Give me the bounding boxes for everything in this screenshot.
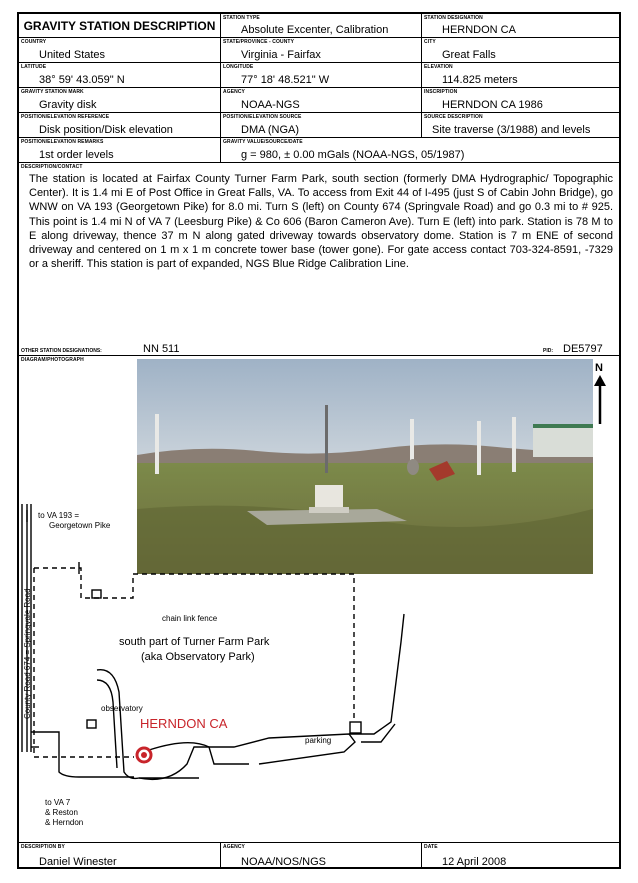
position-row (19, 113, 619, 138)
source-description-label: SOURCE DESCRIPTION (424, 114, 483, 120)
pid-value: DE5797 (563, 343, 603, 355)
park-label-line1: south part of Turner Farm Park (119, 636, 270, 648)
source-label: POSITION/ELEVATION SOURCE (223, 114, 302, 120)
source-description-value: Site traverse (3/1988) and levels (432, 124, 591, 136)
observatory-label: observatory (101, 704, 143, 713)
mark-row (19, 88, 619, 113)
station-designation-label: STATION DESIGNATION (424, 15, 483, 21)
reference-cell (19, 113, 220, 137)
description-text: The station is located at Fairfax County Turner Farm Park, south section (formerly DMA Hydrographic/ Topographic Center). It is 1.4 mi E of Post Office in Great Falls, VA. To access from Exit 44 of I-495 (just S of Cabin John Bridge), go WNW on VA 193 (Georgetown Pike) for 8.0 mi. Turn S (left) on County 674 (Springvale Road) and go 0.3 mi to # 925. This point is 1.4 mi N of VA 7 (Leesburg Pike) & Co 606 (Baron Cameron Ave). Turn E (left) into park. Station is 78 M to E along driveway, thence 37 m N along gated driveway towards observatory dome. Station is 7 m ENE of second driveway and centered on 1 m x 1 m concrete tower base (tower gone). For gate access contact 703-324-8591, -7329 or a sheriff. This station is part of expanded, NGS Blue Ridge Calibration Line. (29, 173, 613, 271)
agency-value: NOAA-NGS (241, 99, 300, 111)
state-label: STATE/PROVINCE - COUNTY (223, 39, 295, 45)
city-cell (421, 38, 621, 62)
longitude-value: 77° 18' 48.521" W (241, 74, 330, 86)
reston-label: & Reston (45, 808, 78, 817)
station-type-label: STATION TYPE (223, 15, 260, 21)
station-designation-cell (421, 14, 621, 37)
other-designations-value: NN 511 (143, 343, 180, 355)
reference-label: POSITION/ELEVATION REFERENCE (21, 114, 110, 120)
chain-link-fence-label: chain link fence (162, 614, 218, 623)
footer-row (19, 842, 619, 869)
remarks-value: 1st order levels (39, 149, 114, 161)
agency-label: AGENCY (223, 89, 245, 95)
station-map-label: HERNDON CA (140, 716, 228, 731)
longitude-label: LONGITUDE (223, 64, 254, 70)
footer-agency-label: AGENCY (223, 844, 245, 850)
location-row (19, 38, 619, 63)
latitude-cell (19, 63, 220, 87)
date-cell (421, 843, 621, 869)
parking-label: parking (305, 736, 332, 745)
georgetown-pike-label: Georgetown Pike (49, 521, 111, 530)
station-type-value: Absolute Excenter, Calibration (241, 24, 389, 36)
described-by-cell (19, 843, 220, 869)
city-label: CITY (424, 39, 436, 45)
description-label: DESCRIPTION/CONTACT (21, 164, 83, 170)
date-label: DATE (424, 844, 438, 850)
pid-label: PID: (543, 348, 553, 354)
date-value: 12 April 2008 (442, 856, 507, 868)
described-by-label: DESCRIPTION BY (21, 844, 65, 850)
described-by-value: Daniel Winester (39, 856, 117, 868)
source-cell (220, 113, 421, 137)
coordinates-row (19, 63, 619, 88)
remarks-label: POSITION/ELEVATION REMARKS (21, 139, 104, 145)
title-cell (19, 14, 220, 37)
gravity-cell (220, 138, 621, 162)
herndon-label: & Herndon (45, 818, 84, 827)
site-map (19, 502, 419, 842)
reference-value: Disk position/Disk elevation (39, 124, 173, 136)
source-value: DMA (NGA) (241, 124, 300, 136)
city-value: Great Falls (442, 49, 496, 61)
inscription-value: HERNDON CA 1986 (442, 99, 543, 111)
country-cell (19, 38, 220, 62)
state-value: Virginia - Fairfax (241, 49, 321, 61)
country-label: COUNTRY (21, 39, 47, 45)
source-description-cell (421, 113, 621, 137)
remarks-cell (19, 138, 220, 162)
header-row (19, 14, 619, 38)
gravity-label: GRAVITY VALUE/SOURCE/DATE (223, 139, 303, 145)
elevation-label: ELEVATION (424, 64, 453, 70)
station-sheet (17, 12, 621, 869)
state-cell (220, 38, 421, 62)
to-va193-label: to VA 193 = (38, 511, 79, 520)
north-label: N (595, 362, 603, 374)
latitude-label: LATITUDE (21, 64, 47, 70)
gravity-value: g = 980, ± 0.00 mGals (NOAA-NGS, 05/1987) (241, 149, 465, 161)
station-mark-cell (19, 88, 220, 112)
springvale-road-label: County Road 674 = Springvale Road (23, 588, 32, 719)
diagram-label: DIAGRAM/PHOTOGRAPH (21, 357, 84, 363)
footer-agency-cell (220, 843, 421, 869)
park-label-line2: (aka Observatory Park) (141, 651, 255, 663)
latitude-value: 38° 59' 43.059" N (39, 74, 125, 86)
description-section (19, 163, 619, 356)
inscription-label: INSCRIPTION (424, 89, 458, 95)
country-value: United States (39, 49, 106, 61)
agency-cell (220, 88, 421, 112)
elevation-value: 114.825 meters (442, 74, 518, 86)
elevation-cell (421, 63, 621, 87)
longitude-cell (220, 63, 421, 87)
inscription-cell (421, 88, 621, 112)
station-type-cell (220, 14, 421, 37)
remarks-row (19, 138, 619, 163)
north-arrow-icon (593, 374, 607, 426)
station-designation-value: HERNDON CA (442, 24, 516, 36)
footer-agency-value: NOAA/NOS/NGS (241, 856, 326, 868)
station-mark-label: GRAVITY STATION MARK (21, 89, 84, 95)
page-title: GRAVITY STATION DESCRIPTION (23, 18, 216, 33)
other-designations-label: OTHER STATION DESIGNATIONS: (21, 348, 102, 354)
to-va7-label: to VA 7 (45, 798, 71, 807)
station-mark-value: Gravity disk (39, 99, 97, 111)
